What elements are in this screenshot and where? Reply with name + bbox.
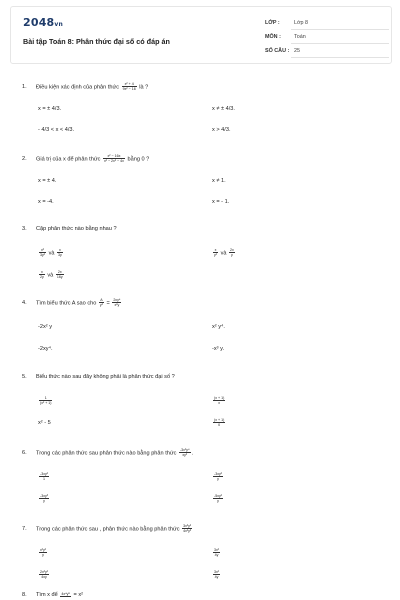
question-2: 2. Giá trị của x để phân thức $\frac{\text{x² − 16x}}{\text{x² − 2x² − 4x}}$ bằng 0 ? (22, 154, 150, 164)
option-a[interactable]: $\frac{\text{x²y²}}{y}$ (40, 548, 46, 558)
option-c[interactable]: $\frac{\text{2x²y²}}{4xy}$ (40, 570, 48, 580)
site-logo[interactable]: 2048vn (23, 16, 64, 29)
option-d[interactable]: $\frac{\text{3x²}}{4y}$ (214, 570, 219, 580)
option-b[interactable]: $\frac{\text{-3xy²}}{y}$ (214, 472, 222, 482)
question-7: 7. Trong các phân thức sau , phân thức nào bằng phân thức $\frac{\text{3x²y²}}{\text{4x²y³}}$ (22, 524, 192, 534)
option-a[interactable]: $\frac{\text{-3xy²}}{1}$ (40, 472, 48, 482)
fraction: $\frac{\text{x² − 16x}}{\text{x² − 2x² − 4x}}$ (103, 154, 124, 164)
option-b[interactable]: x ≠ ± 4/3. (212, 106, 235, 112)
option-c[interactable]: $\frac{x}{2y}$ và $\frac{2x}{16y}$ (40, 270, 63, 280)
question-list (0, 62, 400, 600)
option-c[interactable]: - 4/3 < x < 4/3. (38, 127, 75, 133)
option-a[interactable]: x = ± 4. (38, 178, 57, 184)
option-c[interactable]: x = -4. (38, 199, 54, 205)
option-c[interactable]: -2xy⁴. (38, 346, 53, 352)
question-4: 4. Tìm biểu thức A sao cho $\frac{A}{\text{y²}}$ = $\frac{\text{2xy⁴}}{\text{x²y}}$ (22, 298, 121, 308)
option-c[interactable]: $\frac{\text{-3xy³}}{y}$ (40, 494, 48, 504)
option-b[interactable]: $\frac{(x + 1)}{x}$ (214, 396, 225, 406)
option-d[interactable]: $\frac{\text{-5xy²}}{y}$ (214, 494, 222, 504)
question-6: 6. Trong các phân thức sau phân thức nào bằng phân thức $\frac{\text{-3x²y⁴}}{\text{xy²}}$ . (22, 448, 194, 458)
question-5: 5. Biểu thức nào sau đây không phải là phân thức đại số ? (22, 374, 175, 380)
option-a[interactable]: -2x² y (38, 324, 52, 330)
fraction: $\frac{\text{x² + 4}}{\text{9x² − 16}}$ (122, 82, 136, 92)
question-1: 1. Điều kiện xác định của phân thức $\frac{\text{x² + 4}}{\text{9x² − 16}}$ là ? (22, 82, 149, 92)
question-8: 8. Tìm x để 4x⁴y⁵ = x² (22, 592, 84, 599)
meta-subject: MÔN : Toán (265, 33, 389, 44)
option-a[interactable]: $\frac{1}{\text{(x² + 1)}}$ (40, 396, 52, 406)
meta-class: LỚP : Lớp 8 (265, 19, 389, 30)
option-d[interactable]: -x³ y. (212, 346, 225, 352)
option-b[interactable]: x² y⁴. (212, 324, 225, 330)
option-b[interactable]: x ≠ 1. (212, 178, 226, 184)
header-card (10, 6, 392, 64)
option-c[interactable]: x² - 5 (38, 420, 51, 426)
question-3: 3. Cặp phân thức nào bằng nhau ? (22, 226, 117, 232)
option-d[interactable]: $\frac{(x + 1)}{0}$ (214, 418, 225, 428)
option-b[interactable]: $\frac{\text{3x²}}{4y}$ (214, 548, 219, 558)
meta-count: SỐ CÂU : 25 (265, 47, 389, 58)
option-d[interactable]: x > 4/3. (212, 127, 231, 133)
page-title: Bài tập Toán 8: Phân thức đại số có đáp án (23, 37, 170, 46)
option-d[interactable]: x = - 1. (212, 199, 230, 205)
option-b[interactable]: $\frac{x}{\text{y²}}$ và $\frac{2x}{y}$ (214, 248, 234, 258)
option-a[interactable]: x = ± 4/3. (38, 106, 62, 112)
option-a[interactable]: $\frac{\text{x²}}{\text{3y²}}$ và $\frac{x}{3y}$ (40, 248, 62, 258)
